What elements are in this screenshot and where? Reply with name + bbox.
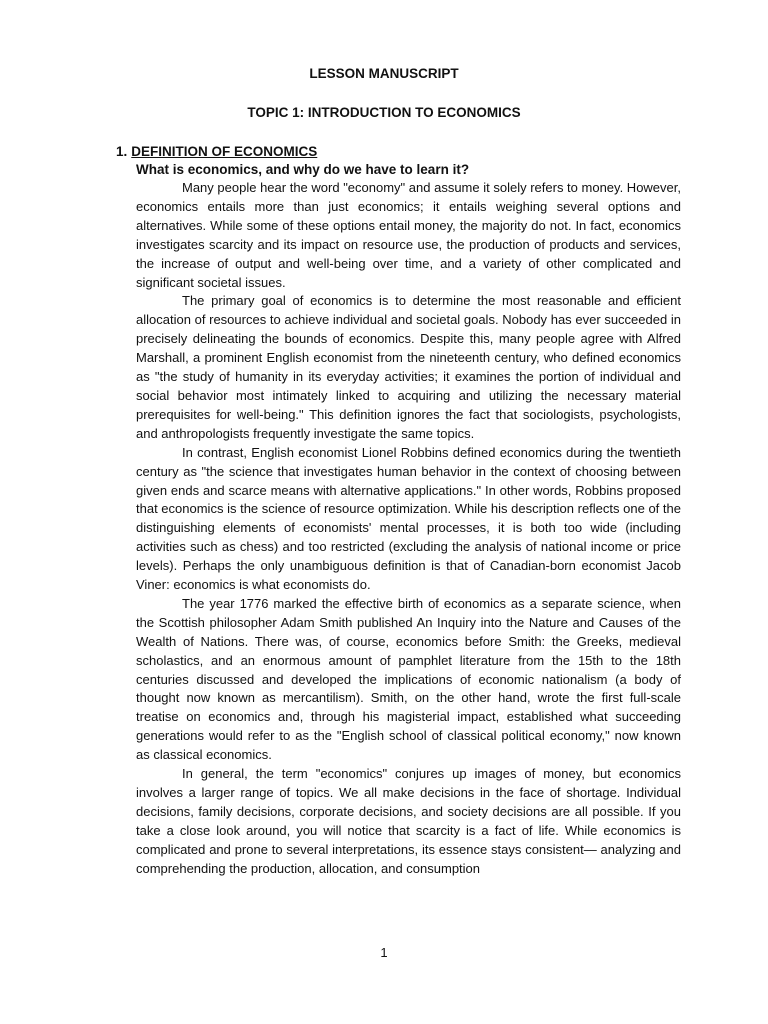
topic-title: TOPIC 1: INTRODUCTION TO ECONOMICS	[247, 105, 521, 120]
paragraph: Many people hear the word "economy" and assume it solely refers to money. However, economics entails more than just economics; it entails weighing several options and alternatives. While some of these options entail money, the majority do not. In fact, economics investigates scarcity and its impact on resource use, the production of products and services, the increase of output and well-being over time, and a variety of other complicated and significant societal issues.	[136, 180, 681, 290]
page-number: 1	[380, 945, 388, 960]
paragraph: The year 1776 marked the effective birth of economics as a separate science, when the Scottish philosopher Adam Smith published An Inquiry into the Nature and Causes of the Wealth of Nations. There was, of course, economics before Smith: the Greeks, medieval scholastics, and an enormous amount of pamphlet literature from the 15th to the 18th centuries discussed and developed the implications of economic nationalism (a body of thought now known as mercantilism). Smith, on the other hand, wrote the first full-scale treatise on economics and, through his magisterial impact, established what succeeding generations would refer to as the "English school of classical political economy," now known as classical economics.	[136, 595, 681, 763]
body-text	[136, 179, 681, 879]
section-heading	[116, 143, 317, 161]
section-title: DEFINITION OF ECONOMICS	[131, 144, 318, 159]
question-heading: What is economics, and why do we have to learn it?	[136, 162, 470, 177]
document-header: LESSON MANUSCRIPT	[309, 66, 459, 81]
section-number: 1.	[116, 144, 128, 159]
paragraph: The primary goal of economics is to determine the most reasonable and efficient allocation of resources to achieve individual and societal goals. Nobody has ever succeeded in precisely delineating the bounds of economics. Despite this, many people agree with Alfred Marshall, a prominent English economist from the nineteenth century, who defined economics as "the study of humanity in its everyday activities; it examines the portion of individual and social behavior most intimately linked to acquiring and utilizing the necessary material prerequisites for well-being." This definition ignores the fact that sociologists, psychologists, and anthropologists frequently investigate the same topics.	[136, 293, 681, 441]
paragraph: In general, the term "economics" conjures up images of money, but economics involves a larger range of topics. We all make decisions in the face of shortage. Individual decisions, family decisions, corporate decisions, and society decisions are all possible. If you take a close look around, you will notice that scarcity is a fact of life. While economics is complicated and prone to several interpretations, its essence stays consistent— analyzing and comprehending the production, allocation, and consumption	[136, 766, 681, 876]
paragraph: In contrast, English economist Lionel Robbins defined economics during the twentieth century as "the science that investigates human behavior in the context of choosing between given ends and scarce means with alternative applications." In other words, Robbins proposed that economics is the science of resource optimization. While his description reflects one of the distinguishing elements of economists' mental processes, it is both too wide (including activities such as chess) and too restricted (excluding the analysis of national income or price levels). Perhaps the only unambiguous definition is that of Canadian-born economist Jacob Viner: economics is what economists do.	[136, 444, 681, 593]
